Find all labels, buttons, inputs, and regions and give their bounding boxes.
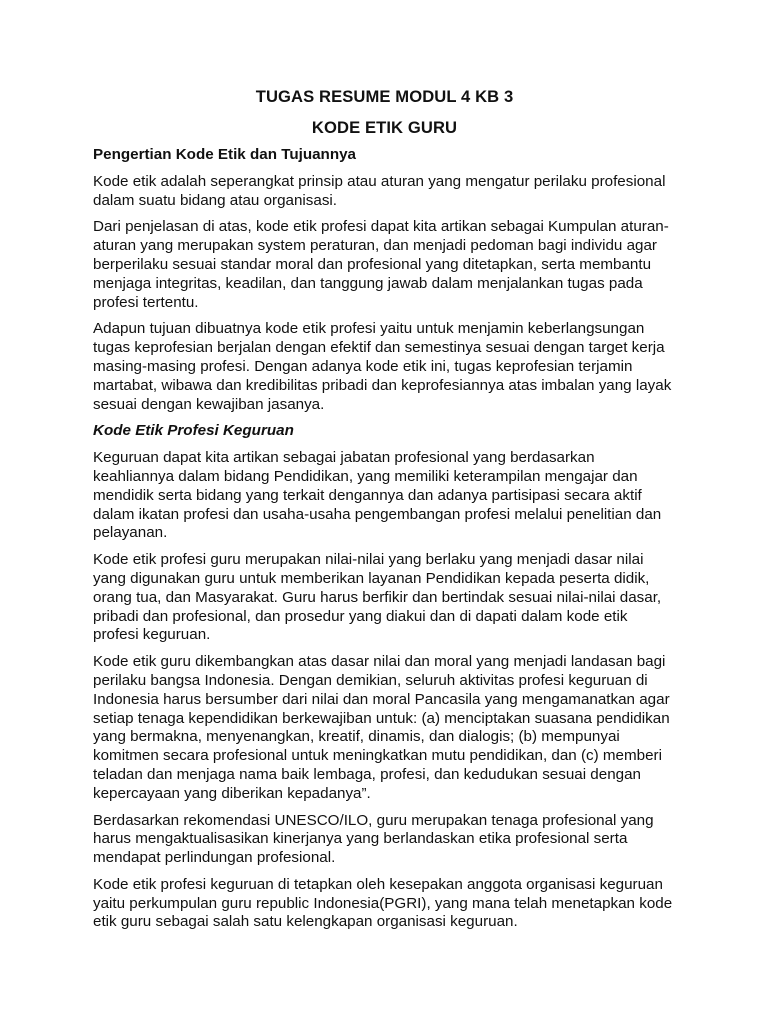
paragraph: Dari penjelasan di atas, kode etik profesi dapat kita artikan sebagai Kumpulan aturan-aturan yang merupakan system peraturan, dan menjadi pedoman bagi individu agar berperilaku sesuai standar moral dan profesional yang ditetapkan, serta membantu menjaga integritas, keadilan, dan tanggung jawab dalam menjalankan tugas pada profesi tertentu.	[93, 218, 669, 311]
paragraph: Kode etik guru dikembangkan atas dasar nilai dan moral yang menjadi landasan bagi perilaku bangsa Indonesia. Dengan demikian, seluruh aktivitas profesi keguruan di Indonesia harus bersumber dari nilai dan moral Pancasila yang mengamanatkan agar setiap tenaga kependidikan berkewajiban untuk: (a) menciptakan suasana pendidikan yang bermakna, menyenangkan, kreatif, dinamis, dan dialogis; (b) mempunyai komitmen secara profesional untuk meningkatkan mutu pendidikan, dan (c) memberi teladan dan menjaga nama baik lembaga, profesi, dan kedudukan sesuai dengan kepercayaan yang diberikan kepadanya”.	[93, 653, 670, 802]
paragraph: Berdasarkan rekomendasi UNESCO/ILO, guru merupakan tenaga profesional yang harus mengaktualisasikan kinerjanya yang berlandaskan etika profesional serta mendapat perlindungan profesional.	[93, 811, 654, 867]
paragraph: Kode etik profesi keguruan di tetapkan oleh kesepakan anggota organisasi keguruan yaitu perkumpulan guru republic Indonesia(PGRI), yang mana telah menetapkan kode etik guru sebagai salah satu kelengkapan organisasi keguruan.	[93, 875, 673, 931]
paragraph: Kode etik profesi guru merupakan nilai-nilai yang berlaku yang menjadi dasar nilai yang digunakan guru untuk memberikan layanan Pendidikan kepada peserta didik, orang tua, dan Masyarakat. Guru harus berfikir dan bertindak sesuai nilai-nilai dasar, pribadi dan profesional, dan prosedur yang diakui dan di dapati dalam kode etik profesi keguruan.	[93, 551, 662, 644]
section-heading-pengertian: Pengertian Kode Etik dan Tujuannya	[93, 146, 357, 163]
document-title: TUGAS RESUME MODUL 4 KB 3	[255, 87, 514, 106]
paragraph: Kode etik adalah seperangkat prinsip atau aturan yang mengatur perilaku profesional dalam suatu bidang atau organisasi.	[93, 172, 666, 209]
paragraph: Adapun tujuan dibuatnya kode etik profesi yaitu untuk menjamin keberlangsungan tugas keprofesian berjalan dengan efektif dan semestinya sesuai dengan target kerja masing-masing profesi. Dengan adanya kode etik ini, tugas keprofesian terjamin martabat, wibawa dan kredibilitas pribadi dan keprofesiannya atas imbalan yang layak sesuai dengan kewajiban jasanya.	[93, 320, 672, 413]
paragraph: Keguruan dapat kita artikan sebagai jabatan profesional yang berdasarkan keahliannya dalam bidang Pendidikan, yang memiliki keterampilan mengajar dan mendidik serta bidang yang terkait dengannya dan adanya partisipasi secara aktif dalam ikatan profesi dan usaha-usaha pengembangan profesi melalui penelitian dan pelayanan.	[93, 449, 662, 542]
section-heading-kode-etik-profesi: Kode Etik Profesi Keguruan	[93, 422, 294, 440]
document-subtitle: KODE ETIK GURU	[311, 118, 458, 137]
